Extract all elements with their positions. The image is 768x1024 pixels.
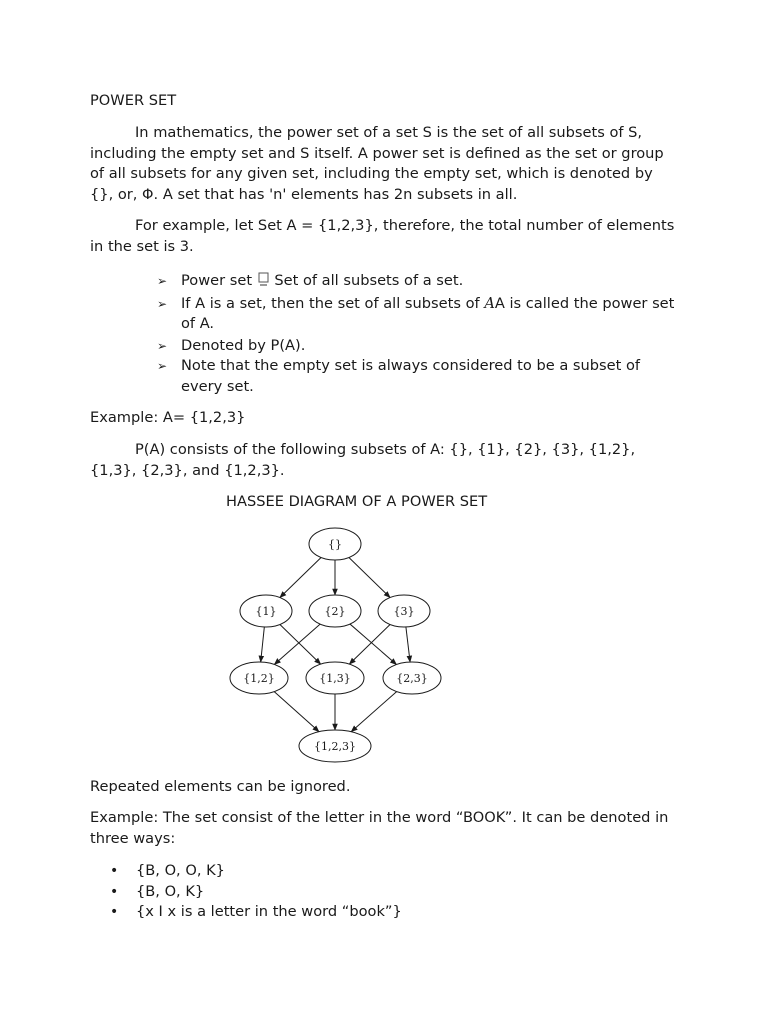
hasse-node-label: {1} [255,605,277,618]
hasse-edge [350,624,396,664]
dot-bullet-icon: • [110,904,119,921]
hasse-edge [261,627,265,662]
hasse-edge [280,558,321,598]
hasse-node-label: {} [328,538,342,551]
hasse-node [383,662,441,694]
subset-symbol-icon [258,272,269,288]
hasse-node [306,662,364,694]
hasse-node [299,730,371,762]
diagram-title: HASSEE DIAGRAM OF A POWER SET [226,493,488,510]
repeated-elements-note: Repeated elements can be ignored. [90,778,351,795]
bullet-text: If A is a set, then the set of all subsets of [181,294,480,312]
power-set-bullet-list [0,271,768,398]
bullet-text: Power set [181,272,253,289]
hasse-node [309,528,361,560]
bullet-item-definition [0,294,681,335]
hasse-node [309,595,361,627]
bullet-text: A is called the power set of A. [181,294,675,333]
hasse-edge [351,692,396,732]
denotation-item [0,861,636,882]
bullet-text: Set of all subsets of a set. [274,272,464,289]
arrow-bullet-icon: ➢ [157,338,168,353]
hasse-edge [274,624,320,664]
hasse-edge [274,692,319,732]
hasse-node-label: {2,3} [396,672,428,685]
book-example-paragraph: Example: The set consist of the letter in the word “BOOK”. It can be denoted in three ways: [90,809,669,847]
bullet-item-power-set [0,271,681,292]
hasse-diagram [225,522,445,768]
dot-bullet-icon: • [110,863,119,879]
hasse-node-label: {1,2,3} [314,740,356,753]
hasse-node [240,595,292,627]
bullet-text: Denoted by P(A). [181,336,306,354]
hasse-node-label: {1,2} [243,672,275,685]
denotation-item [0,882,636,903]
denotation-text: {x I x is a letter in the word “book”} [136,903,402,921]
bullet-item-notation [0,336,681,357]
hasse-node [230,662,288,694]
hasse-edge [280,625,321,665]
hasse-node-label: {1,3} [319,672,351,685]
hasse-node [378,595,430,627]
denotation-bullet-list [0,861,768,923]
hasse-edge [349,558,390,598]
dot-bullet-icon: • [110,883,119,900]
hasse-edge [406,627,410,662]
hasse-node-label: {3} [393,605,415,618]
arrow-bullet-icon: ➢ [157,274,168,288]
power-set-listing-paragraph: P(A) consists of the following subsets of A: {}, {1}, {2}, {3}, {1,2}, {1,3}, {2,3}, and {1,2,3}. [90,441,636,479]
example-line: Example: A= {1,2,3} [90,409,246,426]
arrow-bullet-icon: ➢ [157,296,168,311]
denotation-text: {B, O, K} [136,882,205,900]
bullet-item-empty-set-note [0,356,681,397]
example-intro-paragraph: For example, let Set A = {1,2,3}, therefore, the total number of elements in the set is 3. [90,217,675,255]
hasse-edge [349,625,390,665]
page-title: POWER SET [90,92,177,109]
denotation-item [0,902,636,923]
italic-variable: A [484,294,495,312]
hasse-edges [261,558,410,732]
bullet-text: Note that the empty set is always considered to be a subset of every set. [181,357,641,395]
denotation-text: {B, O, O, K} [136,862,225,879]
arrow-bullet-icon: ➢ [157,359,168,374]
intro-paragraph: In mathematics, the power set of a set S is the set of all subsets of S, including the empty set and S itself. A power set is defined as the set or group of all subsets for any given set, including the empty set, which is denoted by {}, or, Φ. A set that has 'n' elements has 2n subsets in all. [90,124,664,203]
hasse-node-label: {2} [324,605,346,618]
